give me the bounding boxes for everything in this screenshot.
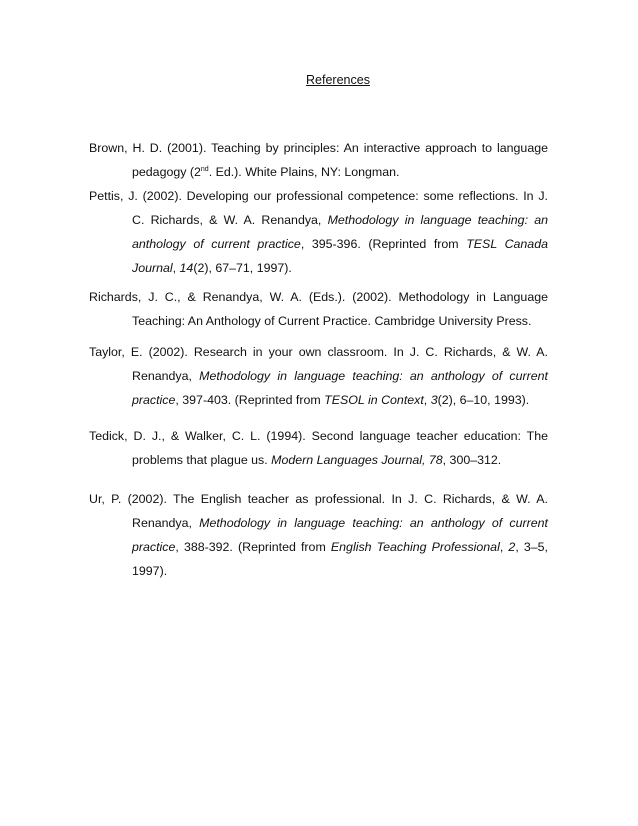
reference-richards [89,285,548,333]
reference-line: problems that plague us. Modern Languages Journal, 78, 300–312. [132,453,502,467]
reference-line: Brown, H. D. (2001). Teaching by principles: An interactive approach to language [89,141,548,155]
reference-line: Teaching: An Anthology of Current Practice. Cambridge University Press. [132,314,532,328]
reference-brown [89,136,548,184]
reference-pettis [89,184,548,280]
reference-line: practice, 397-403. (Reprinted from TESOL in Context, 3(2), 6–10, 1993). [132,393,530,407]
reference-line: Renandya, Methodology in language teaching: an anthology of current [132,516,548,530]
reference-tedick [89,424,548,472]
reference-line: Ur, P. (2002). The English teacher as professional. In J. C. Richards, & W. A. [89,492,548,506]
reference-line: Taylor, E. (2002). Research in your own classroom. In J. C. Richards, & W. A. [89,345,548,359]
superscript: nd [200,166,209,173]
reference-line: Tedick, D. J., & Walker, C. L. (1994). Second language teacher education: The [89,429,548,443]
reference-line: Pettis, J. (2002). Developing our professional competence: some reflections. In J. [89,189,548,203]
reference-line: Journal, 14(2), 67–71, 1997). [132,261,292,275]
reference-ur [89,487,548,583]
reference-line: 1997). [132,564,168,578]
reference-line: Renandya, Methodology in language teaching: an anthology of current [132,369,548,383]
reference-taylor [89,340,548,412]
reference-line: Richards, J. C., & Renandya, W. A. (Eds.). (2002). Methodology in Language [89,290,548,304]
reference-line: practice, 388-392. (Reprinted from English Teaching Professional, 2, 3–5, [132,540,548,554]
reference-line: pedagogy (2nd. Ed.). White Plains, NY: Longman. [132,165,400,179]
reference-line: C. Richards, & W. A. Renandya, Methodology in language teaching: an [132,213,548,227]
reference-line: anthology of current practice, 395-396. (Reprinted from TESL Canada [132,237,548,251]
page-title: References [306,73,370,87]
